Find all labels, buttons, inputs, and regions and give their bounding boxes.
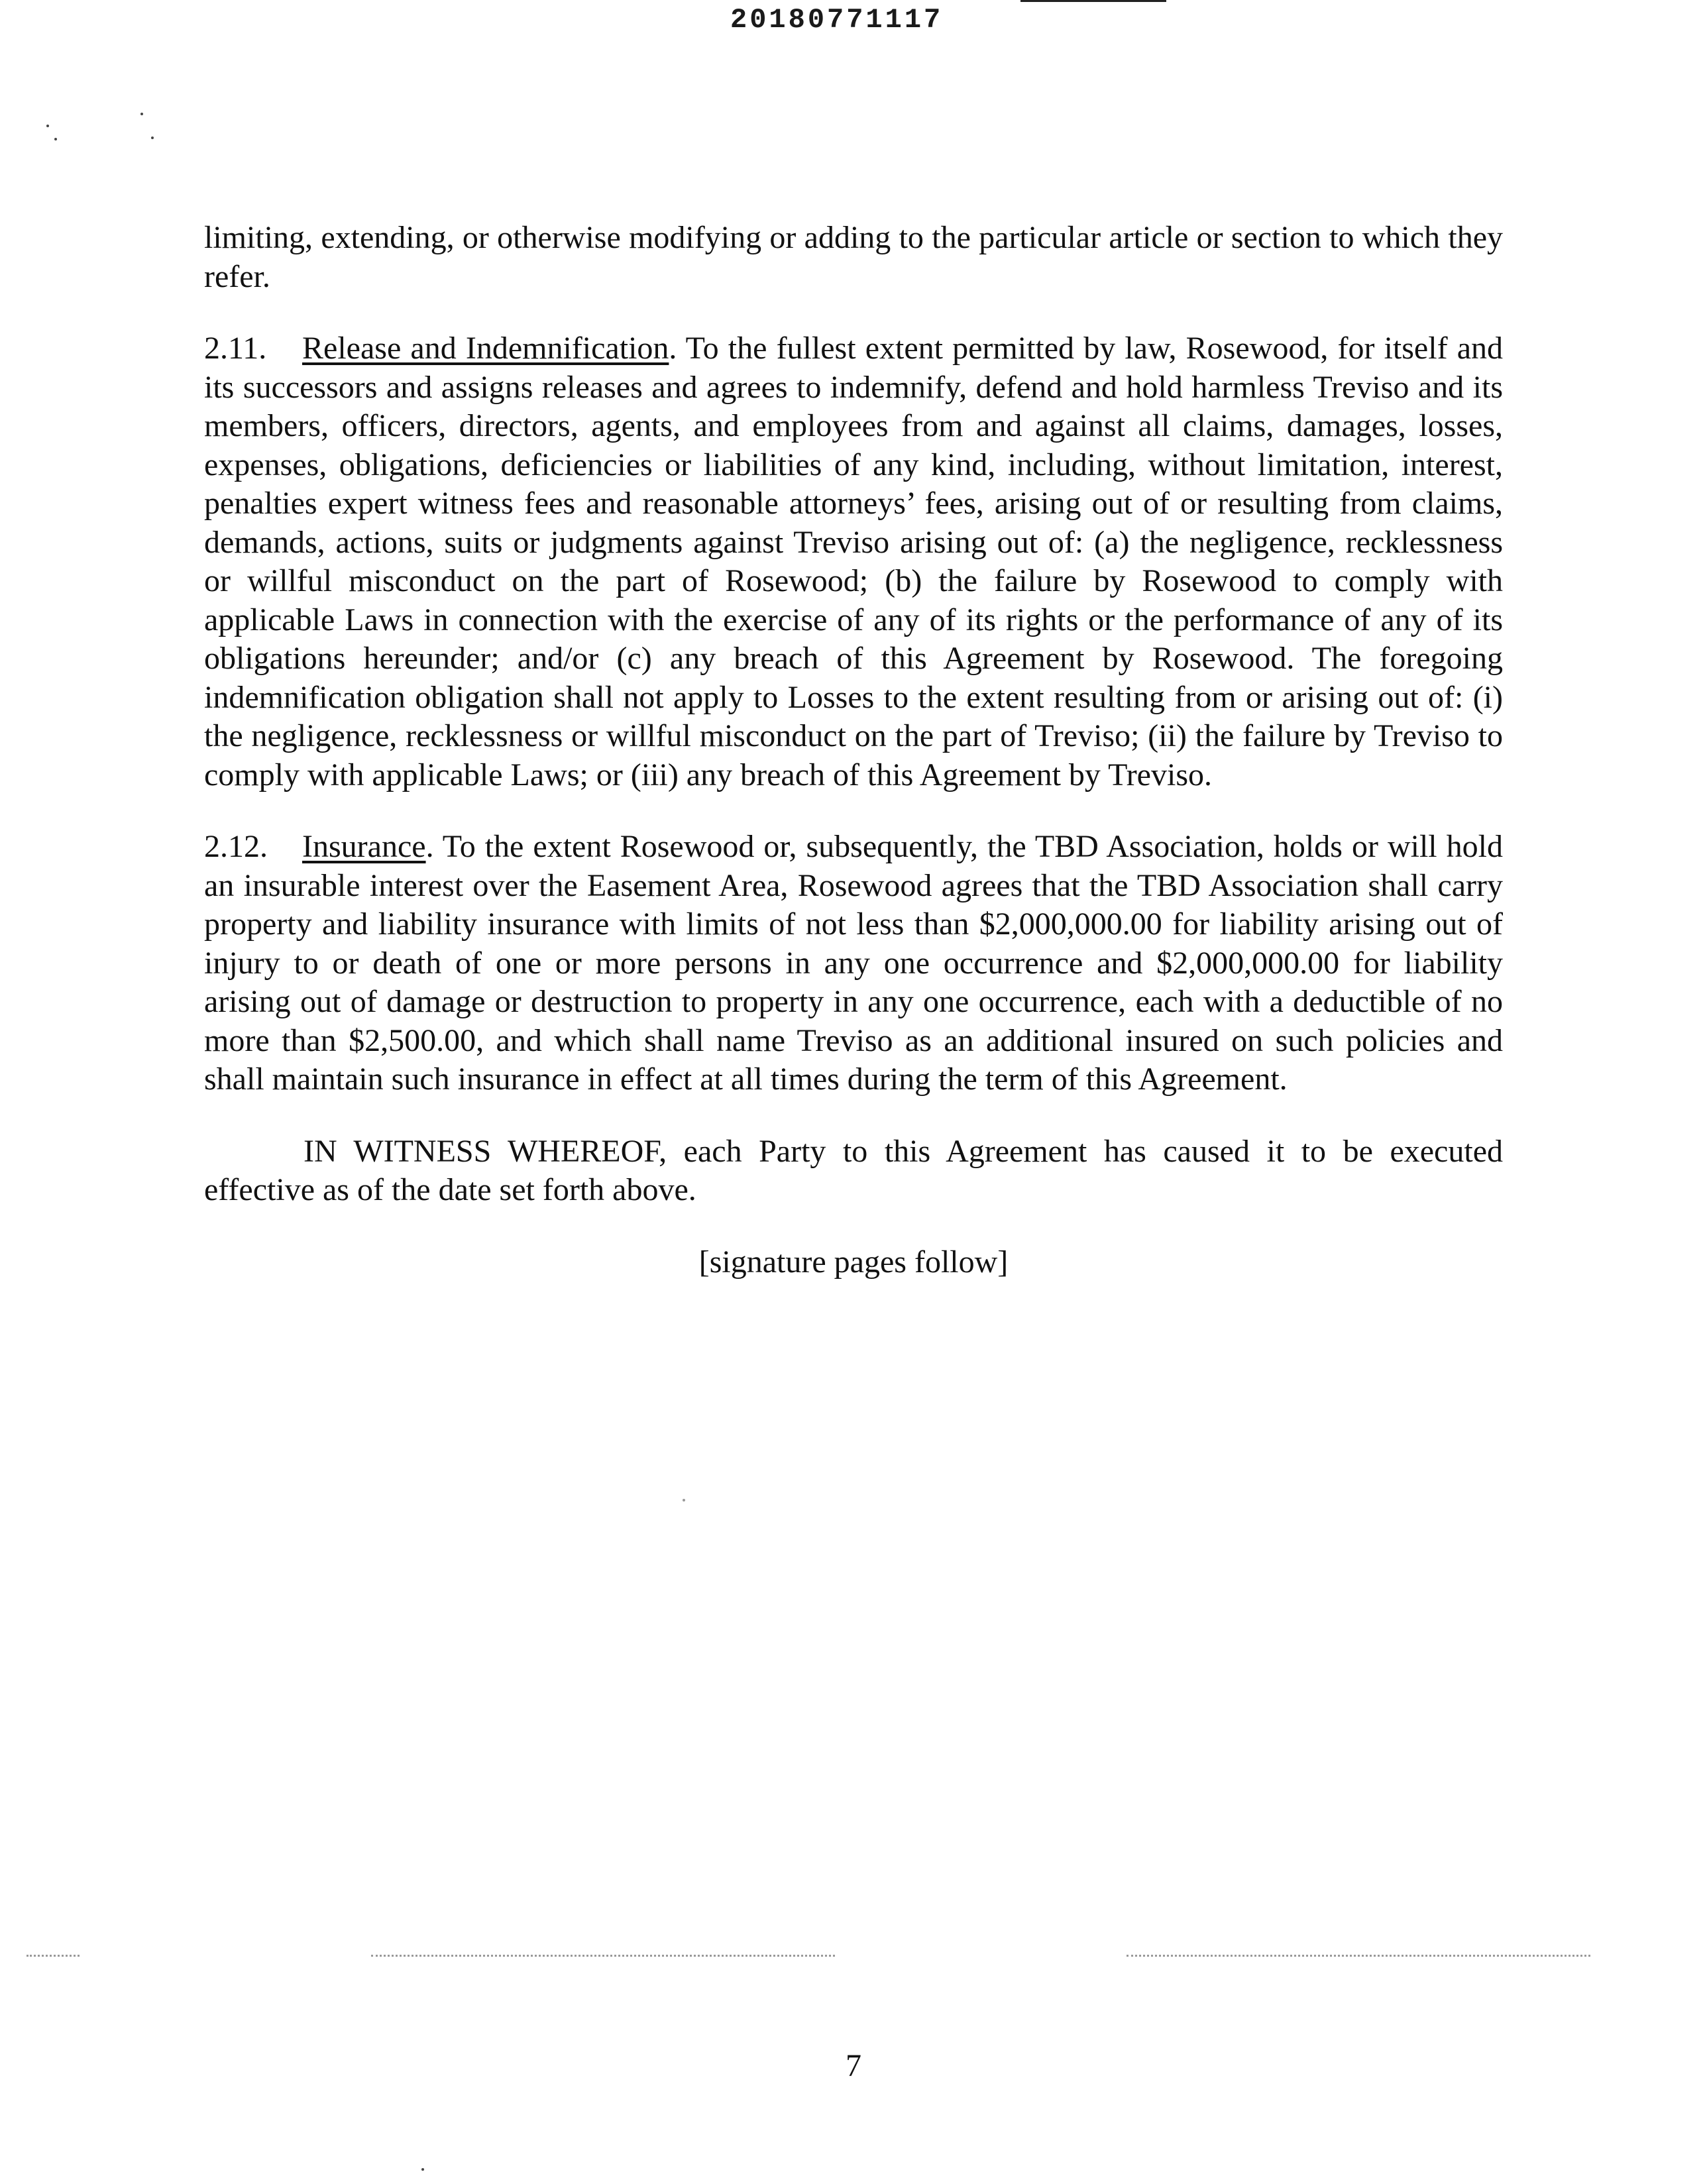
scan-speck — [421, 2168, 424, 2171]
scan-speck — [46, 125, 49, 127]
document-body — [204, 219, 1503, 1282]
top-rule-decoration — [1020, 0, 1166, 2]
page-number: 7 — [846, 2048, 861, 2083]
scan-speck — [151, 136, 154, 139]
scan-speck — [683, 1499, 685, 1502]
section-2-12-paragraph — [204, 828, 1503, 1099]
scan-artifact-line — [27, 1955, 80, 1959]
section-2-12-text: . To the extent Rosewood or, subsequently, the TBD Association, holds or will hold an insurable interest over the Easement Area, Rosewood agrees that the TBD Association shall carry property and liability insurance with limits of not less than $2,000,000.00 for liability arising out of injury to or death of one or more persons in any one occurrence and $2,000,000.00 for liability arising out of damage or destruction to property in any one occurrence, each with a deductible of no more than $2,500.00, and which shall name Treviso as an additional insured on such policies and shall maintain such insurance in effect at all times during the term of this Agreement. — [204, 829, 1503, 1097]
section-2-12-number: 2.12. — [204, 829, 268, 864]
section-2-11-number: 2.11. — [204, 331, 267, 366]
section-2-11-title: Release and Indemnification — [302, 331, 669, 366]
witness-clause: IN WITNESS WHEREOF, each Party to this Agreement has caused it to be executed effective as of the date set forth above. — [204, 1133, 1503, 1207]
document-number: 20180771117 — [730, 4, 944, 36]
signature-pages-note: [signature pages follow] — [698, 1244, 1009, 1280]
scan-artifact-line — [1127, 1955, 1590, 1959]
section-2-12-title: Insurance — [302, 829, 426, 864]
section-2-11-text: . To the fullest extent permitted by law, Rosewood, for itself and its successors and assigns releases and agrees to indemnify, defend and hold harmless Treviso and its members, officers, directors, agents, and employees from and against all claims, damages, losses, expenses, obligations, deficiencies or liabilities of any kind, including, without limitation, interest, penalties expert witness fees and reasonable attorneys’ fees, arising out of or resulting from claims, demands, actions, suits or judgments against Treviso arising out of: (a) the negligence, recklessness or willful misconduct on the part of Rosewood; (b) the failure by Rosewood to comply with applicable Laws in connection with the exercise of any of its rights or the performance of any of its obligations hereunder; and/or (c) any breach of this Agreement by Rosewood. The foregoing indemnification obligation shall not apply to Losses to the extent resulting from or arising out of: (i) the negligence, recklessness or willful misconduct on the part of Treviso; (ii) the failure by Treviso to comply with applicable Laws; or (iii) any breach of this Agreement by Treviso. — [204, 331, 1503, 792]
scan-speck — [54, 138, 57, 140]
scan-speck — [140, 113, 143, 115]
scan-artifact-line — [371, 1955, 835, 1959]
section-2-11-paragraph — [204, 329, 1503, 794]
intro-paragraph: limiting, extending, or otherwise modifying or adding to the particular article or section to which they refer. — [204, 220, 1503, 294]
